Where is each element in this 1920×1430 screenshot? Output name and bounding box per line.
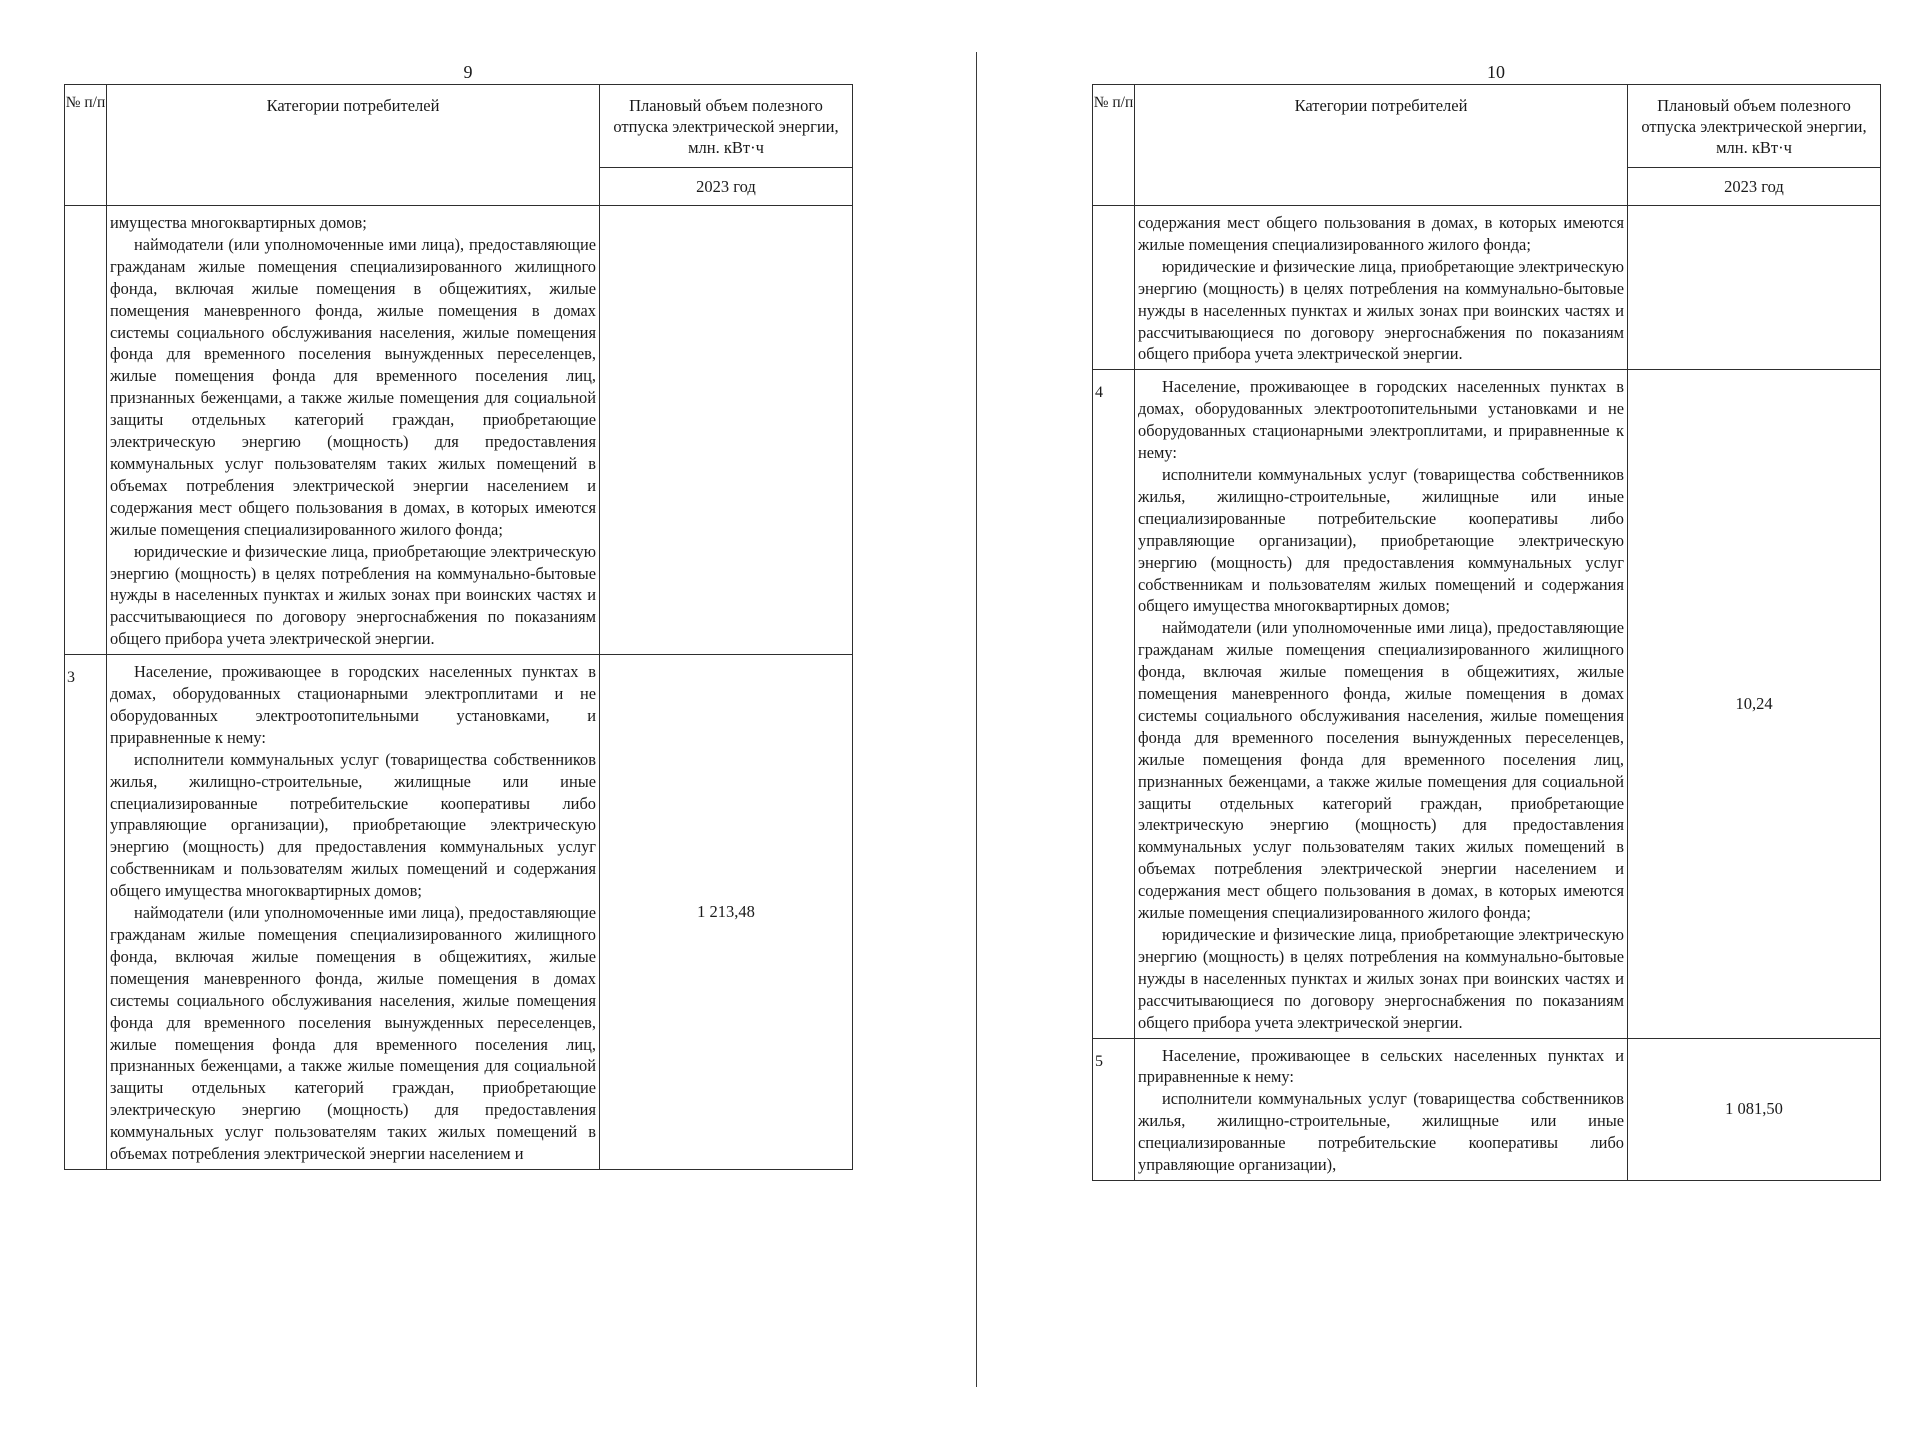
page-9 [64, 0, 872, 1430]
row-number [65, 206, 107, 655]
paragraph: юридические и физические лица, приобретающие электрическую энергию (мощность) в целях потребления на коммунально-бытовые нужды в населенных пунктах и жилых зонах при воинских частях и рассчитывающиеся по договору энергоснабжения по показаниям общего прибора учета электрической энергии. [110, 541, 596, 649]
page-number: 10 [1487, 62, 1505, 82]
paragraph: исполнители коммунальных услуг (товарищества собственников жилья, жилищно-строительные, жилищные или иные специализированные потребительские кооперативы либо управляющие организации), приобретающие электрическую энергию (мощность) для предоставления коммунальных услуг собственникам и пользователям жилых помещений и содержания общего имущества многоквартирных домов; [1138, 464, 1624, 616]
page-10 [1092, 0, 1900, 1430]
consumer-table [64, 84, 853, 1170]
paragraph: наймодатели (или уполномоченные ими лица), предоставляющие гражданам жилые помещения специализированного жилищного фонда, включая жилые помещения в общежитиях, жилые помещения маневренного фонда, жилые помещения в домах системы социального обслуживания населения, жилые помещения фонда для временного поселения вынужденных переселенцев, жилые помещения фонда для временного поселения лиц, признанных беженцами, а также жилые помещения для социальной защиты отдельных категорий граждан, приобретающие электрическую энергию (мощность) для предоставления коммунальных услуг пользователям таких жилых помещений в объемах потребления электрической энергии населением и содержания мест общего пользования в домах, в которых имеются жилые помещения специализированного жилого фонда; [1138, 618, 1624, 923]
table-row [1093, 206, 1881, 370]
header-category: Категории потребителей [1135, 85, 1628, 206]
volume-value [1628, 206, 1881, 370]
volume-value: 1 081,50 [1628, 1038, 1881, 1180]
volume-value: 10,24 [1628, 370, 1881, 1038]
header-num: № п/п [65, 85, 107, 206]
header-year: 2023 год [600, 168, 853, 206]
paragraph: содержания мест общего пользования в домах, в которых имеются жилые помещения специализированного жилого фонда; [1138, 213, 1624, 254]
header-year: 2023 год [1628, 168, 1881, 206]
table-row [65, 655, 853, 1170]
category-text [107, 206, 600, 655]
paragraph: Население, проживающее в городских населенных пунктах в домах, оборудованных стационарными электроплитами и не оборудованных электроотопительными установками, и приравненные к нему: [110, 662, 596, 747]
paragraph: наймодатели (или уполномоченные ими лица), предоставляющие гражданам жилые помещения специализированного жилищного фонда, включая жилые помещения в общежитиях, жилые помещения маневренного фонда, жилые помещения в домах системы социального обслуживания населения, жилые помещения фонда для временного поселения вынужденных переселенцев, жилые помещения фонда для временного поселения лиц, признанных беженцами, а также жилые помещения для социальной защиты отдельных категорий граждан, приобретающие электрическую энергию (мощность) для предоставления коммунальных услуг пользователям таких жилых помещений в объемах потребления электрической энергии населением и [110, 903, 596, 1164]
category-text [107, 655, 600, 1170]
paragraph: исполнители коммунальных услуг (товарищества собственников жилья, жилищно-строительные, жилищные или иные специализированные потребительские кооперативы либо управляющие организации), [1138, 1089, 1624, 1175]
row-number [1093, 206, 1135, 370]
table-row [65, 206, 853, 655]
header-volume: Плановый объем полезного отпуска электрической энергии, млн. кВт·ч [600, 85, 853, 168]
category-text [1135, 1038, 1628, 1180]
paragraph: юридические и физические лица, приобретающие электрическую энергию (мощность) в целях потребления на коммунально-бытовые нужды в населенных пунктах и жилых зонах при воинских частях и рассчитывающиеся по договору энергоснабжения по показаниям общего прибора учета электрической энергии. [1138, 925, 1624, 1032]
volume-value: 1 213,48 [600, 655, 853, 1170]
paragraph: имущества многоквартирных домов; [110, 213, 367, 232]
table-row [1093, 370, 1881, 1038]
table-row [1093, 1038, 1881, 1180]
header-category: Категории потребителей [107, 85, 600, 206]
paragraph: наймодатели (или уполномоченные ими лица), предоставляющие гражданам жилые помещения специализированного жилищного фонда, включая жилые помещения в общежитиях, жилые помещения маневренного фонда, жилые помещения в домах системы социального обслуживания населения, жилые помещения фонда для временного поселения вынужденных переселенцев, жилые помещения фонда для временного поселения лиц, признанных беженцами, а также жилые помещения для социальной защиты отдельных категорий граждан, приобретающие электрическую энергию (мощность) для предоставления коммунальных услуг пользователям таких жилых помещений в объемах потребления электрической энергии населением и содержания мест общего пользования в домах, в которых имеются жилые помещения специализированного жилого фонда; [110, 234, 596, 539]
header-volume: Плановый объем полезного отпуска электрической энергии, млн. кВт·ч [1628, 85, 1881, 168]
paragraph: Население, проживающее в сельских населенных пунктах и приравненные к нему: [1138, 1045, 1624, 1087]
header-num: № п/п [1093, 85, 1135, 206]
paragraph: Население, проживающее в городских населенных пунктах в домах, оборудованных электроотопительными установками и не оборудованных стационарными электроплитами, и приравненные к нему: [1138, 377, 1624, 463]
category-text [1135, 206, 1628, 370]
consumer-table [1092, 84, 1881, 1181]
volume-value [600, 206, 853, 655]
page-divider [976, 52, 977, 1387]
paragraph: юридические и физические лица, приобретающие электрическую энергию (мощность) в целях потребления на коммунально-бытовые нужды в населенных пунктах и жилых зонах при воинских частях и рассчитывающиеся по договору энергоснабжения по показаниям общего прибора учета электрической энергии. [1138, 256, 1624, 364]
row-number: 3 [65, 655, 107, 1170]
category-text [1135, 370, 1628, 1038]
row-number: 4 [1093, 370, 1135, 1038]
row-number: 5 [1093, 1038, 1135, 1180]
paragraph: исполнители коммунальных услуг (товарищества собственников жилья, жилищно-строительные, жилищные или иные специализированные потребительские кооперативы либо управляющие организации), приобретающие электрическую энергию (мощность) для предоставления коммунальных услуг собственникам и пользователям жилых помещений и содержания общего имущества многоквартирных домов; [110, 749, 596, 901]
page-number: 9 [463, 62, 473, 82]
